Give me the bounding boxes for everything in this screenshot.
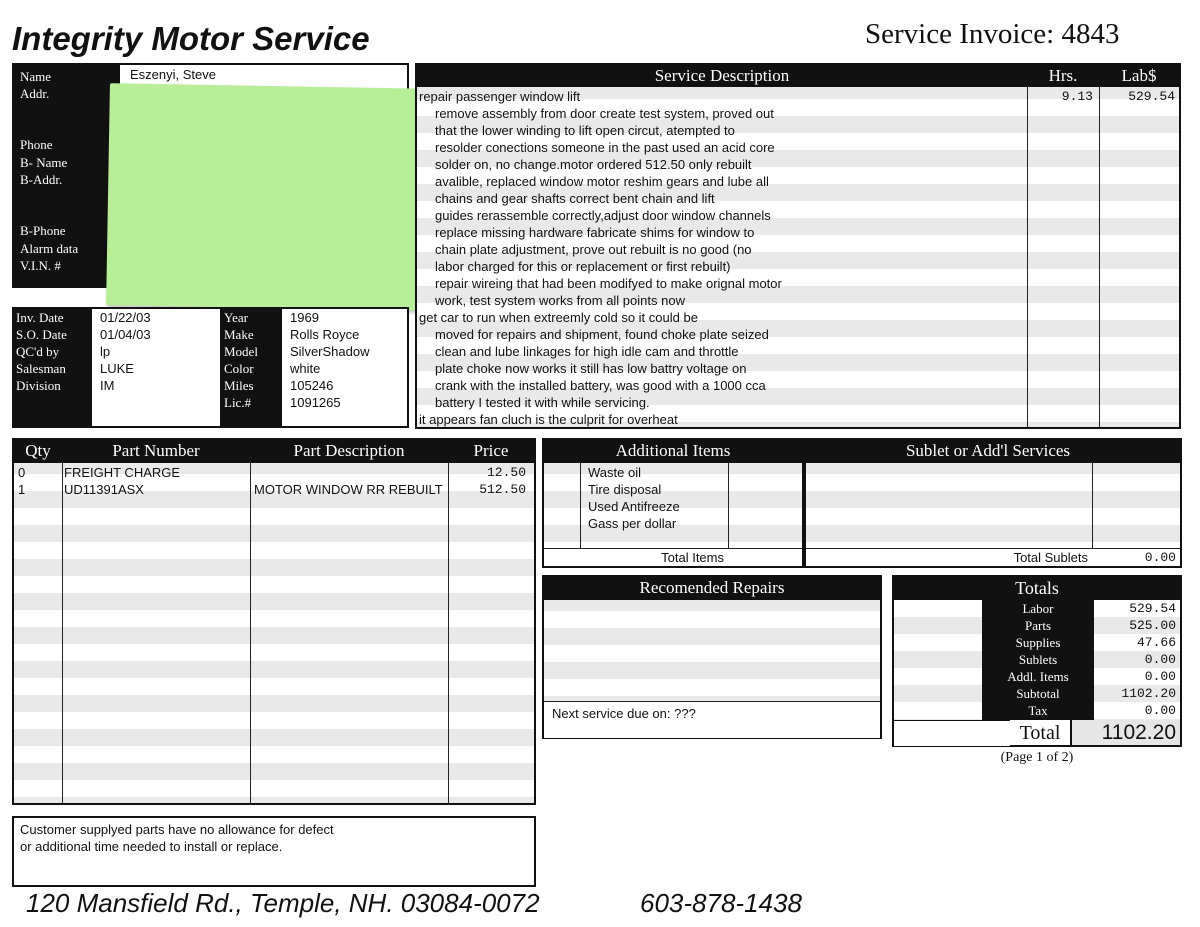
price-header: Price xyxy=(473,441,509,460)
additional-left-divider xyxy=(580,463,581,549)
service-line: plate choke now works it still has low battry voltage on xyxy=(435,361,747,376)
order-value: LUKE xyxy=(100,361,134,376)
next-service-row xyxy=(544,701,880,738)
notice-line-2: or additional time needed to install or replace. xyxy=(20,839,283,854)
additional-items-box xyxy=(542,438,804,568)
sticky-note xyxy=(106,83,430,311)
order-label: QC'd by xyxy=(16,344,60,359)
hrs-header: Hrs. xyxy=(1048,66,1078,85)
service-line: clean and lube linkages for high idle cam and throttle xyxy=(435,344,739,359)
additional-item: Gass per dollar xyxy=(588,516,677,531)
additional-title: Additional Items xyxy=(615,441,731,460)
notice-line-1: Customer supplyed parts have no allowance for defect xyxy=(20,822,334,837)
totals-label: Labor xyxy=(1022,601,1054,616)
part-qty: 0 xyxy=(18,465,26,480)
number-divider xyxy=(250,463,251,803)
totals-label: Supplies xyxy=(1015,635,1061,650)
order-value: IM xyxy=(100,378,115,393)
service-hours: 9.13 xyxy=(1061,89,1093,104)
order-value: lp xyxy=(100,344,111,359)
service-line: remove assembly from door create test system, proved out xyxy=(435,106,774,121)
customer-label: B-Phone xyxy=(20,223,66,238)
vehicle-value: 105246 xyxy=(290,378,334,393)
customer-label: B-Addr. xyxy=(20,172,63,187)
service-line: avalible, replaced window motor reshim gears and lube all xyxy=(435,174,769,189)
service-line: work, test system works from all points now xyxy=(435,293,685,308)
company-name: Integrity Motor Service xyxy=(12,20,370,57)
service-line: labor charged for this or replacement or first rebuilt) xyxy=(435,259,731,274)
service-line: guides rerassemble correctly,adjust door window channels xyxy=(435,208,771,223)
next-service-text: Next service due on: ??? xyxy=(552,706,696,721)
recommended-repairs-box xyxy=(542,575,882,739)
totals-label: Sublets xyxy=(1018,652,1058,667)
customer-label: Phone xyxy=(20,137,53,152)
totals-label: Addl. Items xyxy=(1007,669,1069,684)
vehicle-value: white xyxy=(290,361,321,376)
service-line: crank with the installed battery, was good with a 1000 cca xyxy=(435,378,766,393)
vehicle-value: Rolls Royce xyxy=(290,327,360,342)
desc-divider xyxy=(448,463,449,803)
hrs-divider xyxy=(1027,87,1028,427)
totals-left-footer xyxy=(894,720,1010,746)
total-sublets-value: 0.00 xyxy=(1144,550,1176,565)
totals-label: Tax xyxy=(1028,703,1048,718)
service-line: repair passenger window lift xyxy=(419,89,581,104)
service-line: replace missing hardware fabricate shims for window to xyxy=(435,225,755,240)
order-label: Salesman xyxy=(16,361,66,376)
recommended-title: Recomended Repairs xyxy=(639,578,785,597)
order-label: S.O. Date xyxy=(16,327,67,342)
invoice-label: Service Invoice: xyxy=(865,18,1055,50)
additional-total-row xyxy=(544,548,802,566)
vehicle-value: 1091265 xyxy=(290,395,341,410)
customer-label: B- Name xyxy=(20,155,68,170)
part-number-header: Part Number xyxy=(112,441,200,460)
additional-item: Tire disposal xyxy=(588,482,662,497)
order-label: Inv. Date xyxy=(16,310,64,325)
vehicle-value: SilverShadow xyxy=(290,344,370,359)
customer-label: Addr. xyxy=(20,86,50,101)
totals-title: Totals xyxy=(1015,578,1059,598)
totals-value: 47.66 xyxy=(1136,635,1176,650)
totals-label: Parts xyxy=(1025,618,1051,633)
lab-divider xyxy=(1099,87,1100,427)
additional-item: Waste oil xyxy=(588,465,641,480)
vehicle-label: Model xyxy=(224,344,258,359)
part-description: MOTOR WINDOW RR REBUILT xyxy=(254,482,443,497)
vehicle-label: Year xyxy=(224,310,248,325)
totals-box xyxy=(892,575,1182,747)
vehicle-value: 1969 xyxy=(290,310,319,325)
footer-phone: 603-878-1438 xyxy=(640,888,802,918)
sublet-title: Sublet or Add'l Services xyxy=(905,441,1071,460)
parts-table xyxy=(12,438,536,805)
customer-label: V.I.N. # xyxy=(20,258,61,273)
grand-total-label: Total xyxy=(1010,720,1070,745)
total-sublets-label: Total Sublets xyxy=(1013,550,1088,565)
totals-value: 525.00 xyxy=(1129,618,1176,633)
order-value: 01/04/03 xyxy=(100,327,151,342)
vehicle-label: Lic.# xyxy=(224,395,252,410)
vehicle-label: Make xyxy=(224,327,254,342)
invoice-number: 4843 xyxy=(1061,18,1120,50)
invoice-title xyxy=(865,18,1119,51)
totals-label: Subtotal xyxy=(1016,686,1060,701)
customer-name: Eszenyi, Steve xyxy=(130,67,216,82)
part-qty: 1 xyxy=(18,482,26,497)
total-items-label: Total Items xyxy=(661,550,724,565)
totals-value: 529.54 xyxy=(1129,601,1176,616)
service-line: it appears fan cluch is the culprit for overheat xyxy=(419,412,678,427)
service-line: moved for repairs and shipment, found choke plate seized xyxy=(435,327,769,342)
part-price: 12.50 xyxy=(486,465,526,480)
totals-value: 1102.20 xyxy=(1121,686,1176,701)
totals-value: 0.00 xyxy=(1144,669,1176,684)
customer-label: Name xyxy=(20,69,52,84)
qty-header: Qty xyxy=(25,441,51,460)
service-line: repair wireing that had been modifyed to make orignal motor xyxy=(435,276,782,291)
service-line: chains and gear shafts correct bent chain and lift xyxy=(435,191,715,206)
customer-parts-notice xyxy=(12,816,536,887)
customer-label: Alarm data xyxy=(20,241,79,256)
additional-item: Used Antifreeze xyxy=(588,499,680,514)
service-line: battery I tested it with while servicing. xyxy=(435,395,650,410)
totals-value: 0.00 xyxy=(1144,652,1176,667)
vehicle-label: Color xyxy=(224,361,254,376)
service-description-box xyxy=(415,63,1181,429)
service-line: resolder conections someone in the past used an acid core xyxy=(435,140,775,155)
totals-left-panel xyxy=(894,600,982,720)
service-line: get car to run when extreemly cold so it could be xyxy=(419,310,698,325)
service-title: Service Description xyxy=(654,66,790,85)
part-number: UD11391ASX xyxy=(64,482,144,497)
totals-value: 0.00 xyxy=(1144,703,1176,718)
page-indicator: (Page 1 of 2) xyxy=(1000,750,1074,765)
part-description-header: Part Description xyxy=(293,441,405,460)
order-label: Division xyxy=(16,378,61,393)
sublet-total-row xyxy=(806,548,1180,566)
order-info-box xyxy=(12,307,409,428)
qty-divider xyxy=(62,463,63,803)
grand-total-value: 1102.20 xyxy=(1072,720,1180,745)
service-line: solder on, no change.motor ordered 512.50 only rebuilt xyxy=(435,157,752,172)
vehicle-label: Miles xyxy=(224,378,254,393)
service-line: that the lower winding to lift open circut, atempted to xyxy=(435,123,735,138)
part-price: 512.50 xyxy=(479,482,526,497)
sublet-box xyxy=(804,438,1182,568)
lab-header: Lab$ xyxy=(1121,66,1157,85)
part-number: FREIGHT CHARGE xyxy=(64,465,181,480)
service-labor: 529.54 xyxy=(1128,89,1175,104)
footer-address: 120 Mansfield Rd., Temple, NH. 03084-0072 xyxy=(26,888,540,918)
order-value: 01/22/03 xyxy=(100,310,151,325)
service-line: chain plate adjustment, prove out rebuilt is no good (no xyxy=(435,242,752,257)
